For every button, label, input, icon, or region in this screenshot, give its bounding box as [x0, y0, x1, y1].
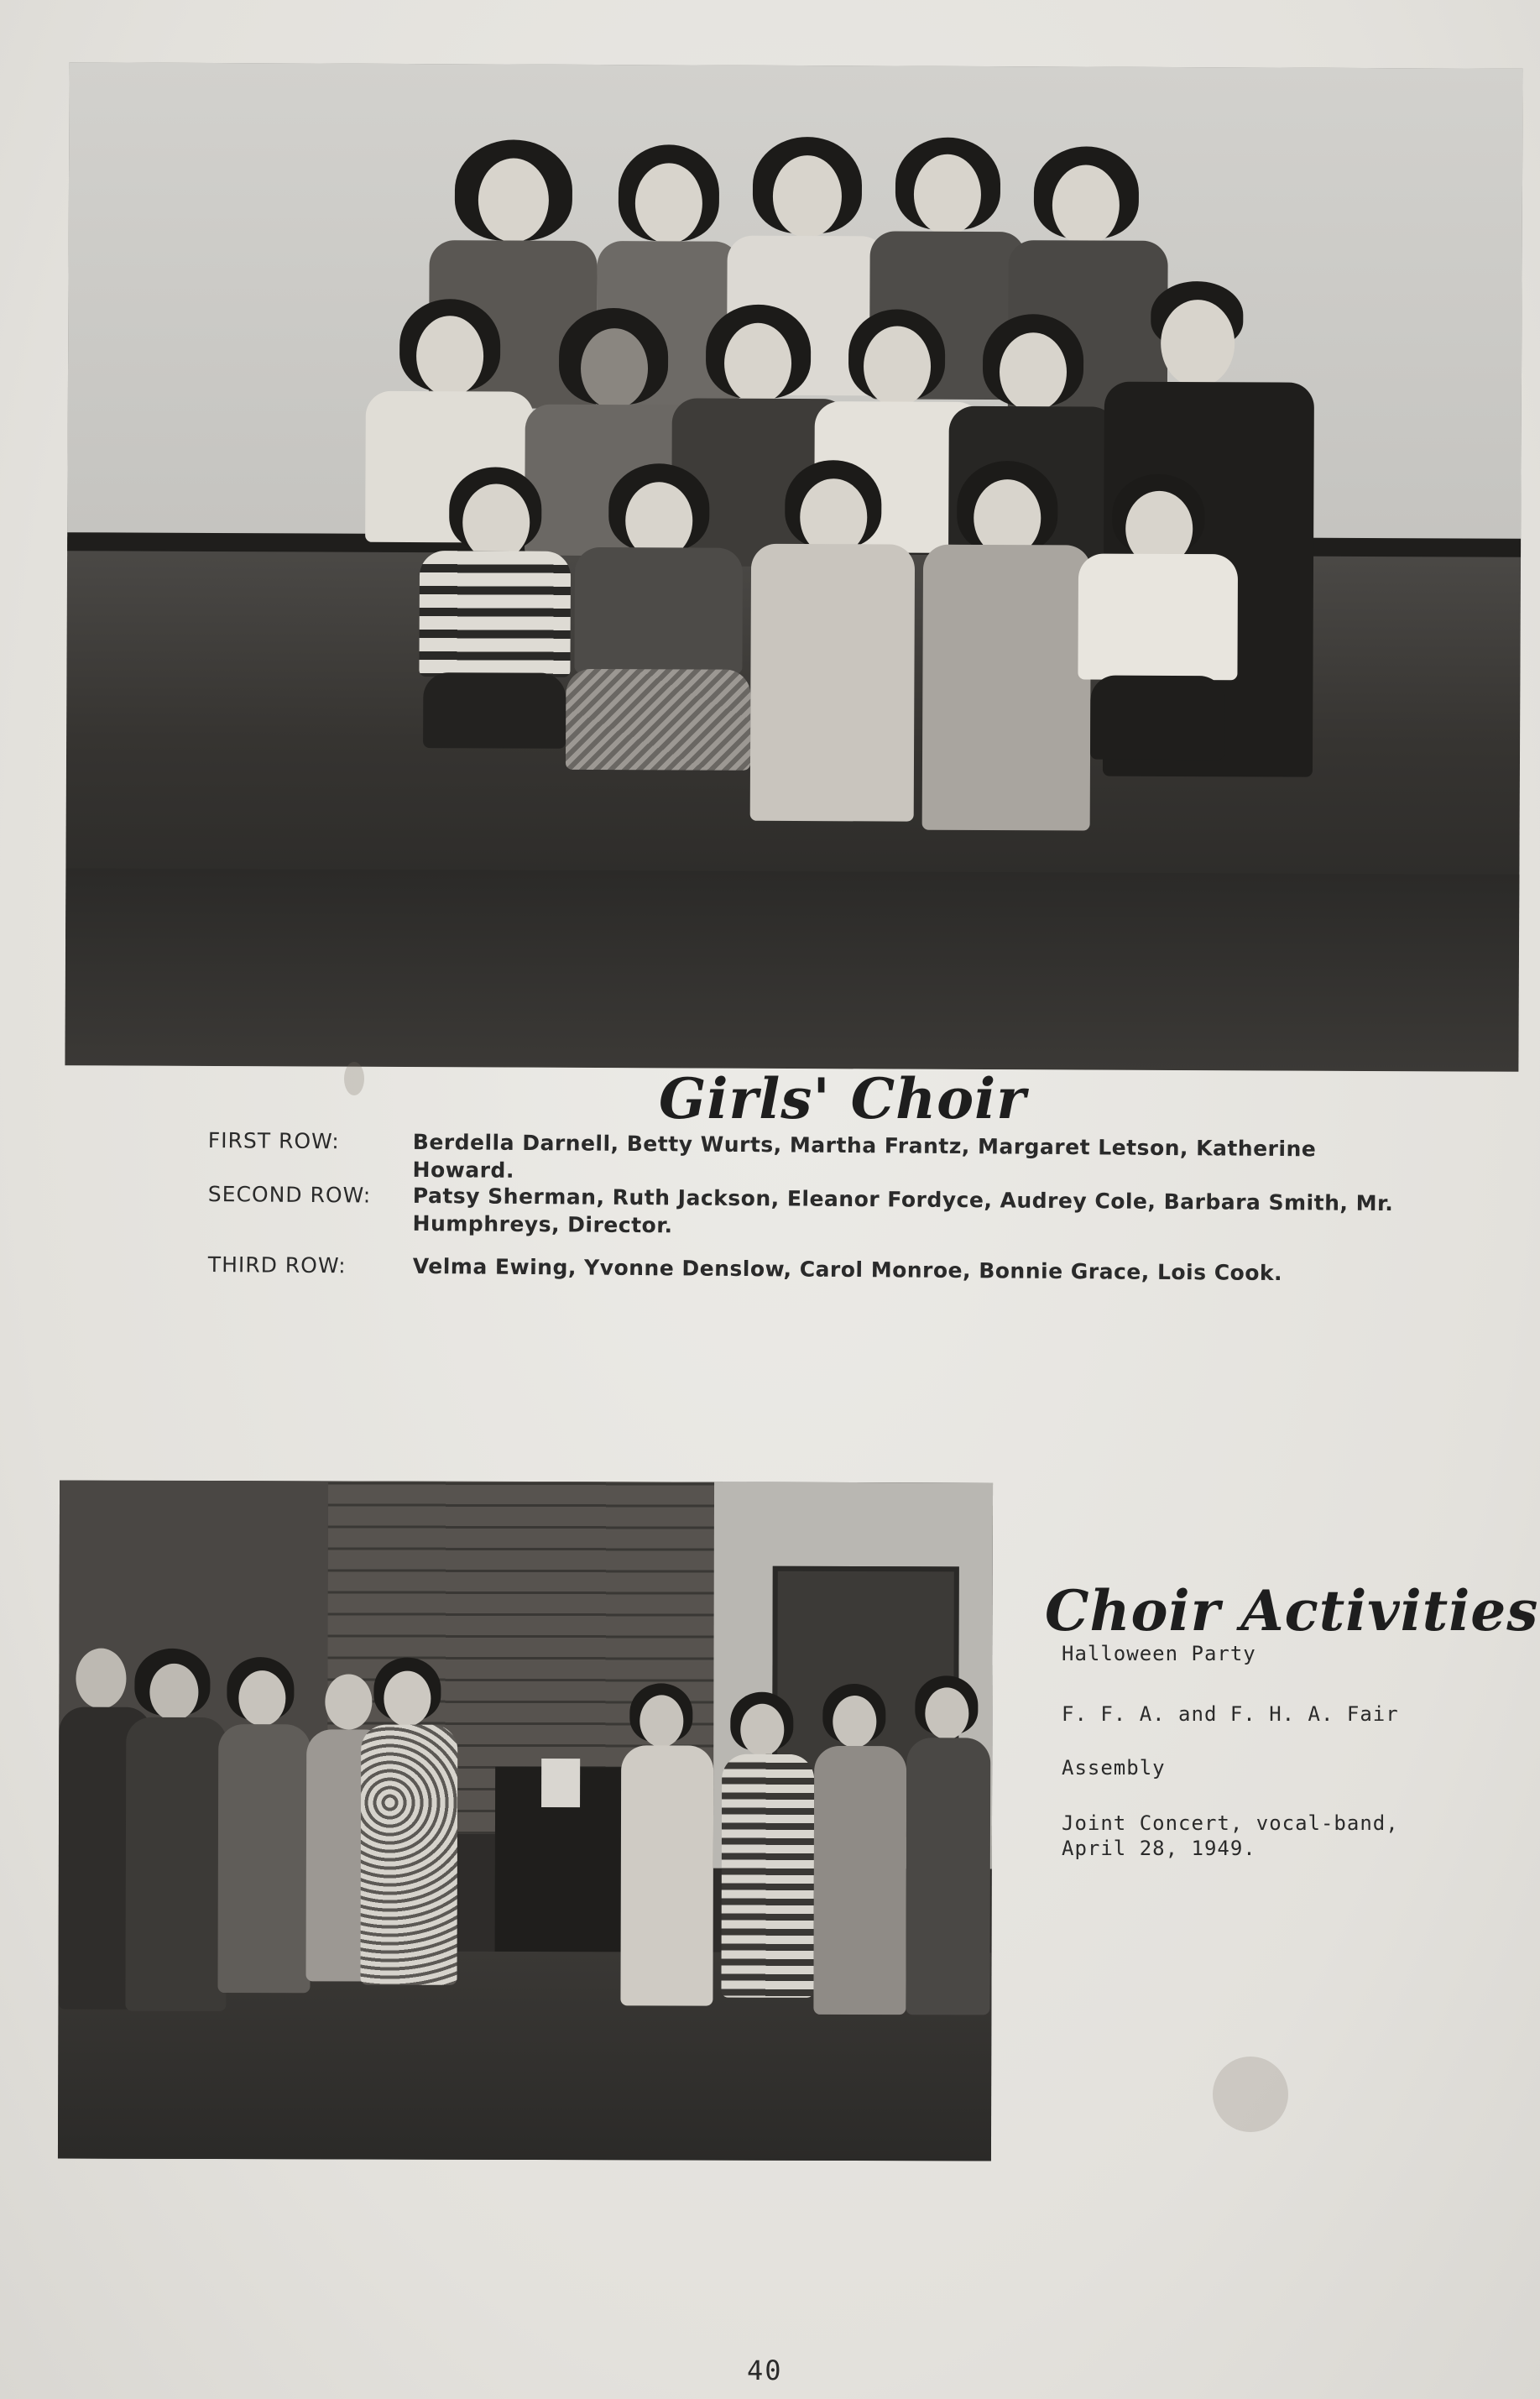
- choir-activities-photo: [58, 1481, 993, 2161]
- caption-third-row: [207, 1251, 1400, 1286]
- choir-activities-title: Choir Activities: [1045, 1578, 1539, 1644]
- page-number: 40: [747, 2355, 783, 2386]
- activity-item: Halloween Party: [1062, 1642, 1256, 1665]
- row-names: Patsy Sherman, Ruth Jackson, Eleanor Fordyce, Audrey Cole, Barbara Smith, Mr. Humphreys, Director.: [412, 1183, 1394, 1238]
- row-names: Velma Ewing, Yvonne Denslow, Carol Monroe, Bonnie Grace, Lois Cook.: [412, 1253, 1283, 1286]
- girls-choir-title: Girls' Choir: [659, 1066, 1027, 1132]
- paper-stain: [1213, 2057, 1288, 2132]
- girls-choir-photo: [65, 62, 1522, 1072]
- paper-stain: [344, 1062, 364, 1095]
- row-names: Berdella Darnell, Betty Wurts, Martha Frantz, Margaret Letson, Katherine Howard.: [412, 1129, 1317, 1183]
- row-label: FIRST ROW:: [207, 1127, 340, 1154]
- activity-item: F. F. A. and F. H. A. Fair: [1062, 1702, 1399, 1726]
- activity-item: Joint Concert, vocal-band, April 28, 1949.: [1062, 1811, 1399, 1860]
- row-label: THIRD ROW:: [207, 1252, 347, 1278]
- activity-item: Assembly: [1062, 1756, 1166, 1780]
- row-label: SECOND ROW:: [207, 1181, 372, 1208]
